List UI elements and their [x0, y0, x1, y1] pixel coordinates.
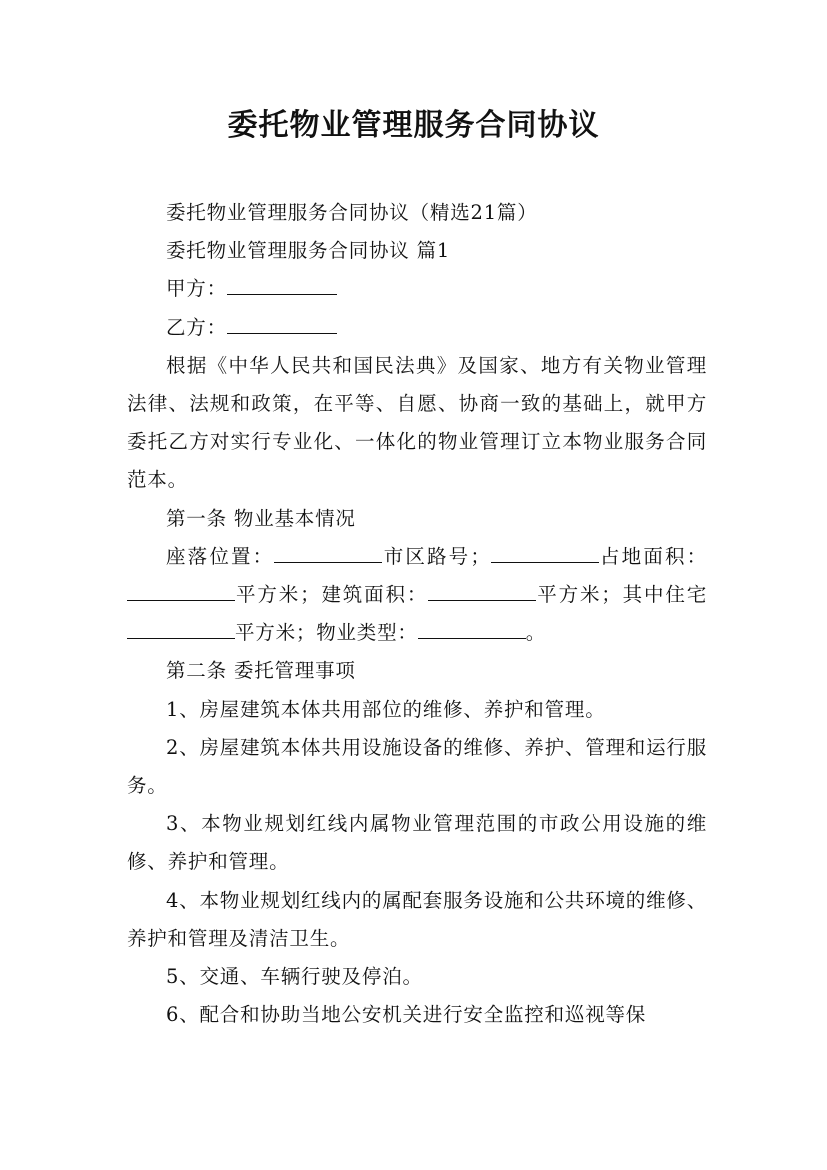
location-label: 座落位置： [166, 544, 275, 568]
subtitle: 委托物业管理服务合同协议（精选21篇） [166, 201, 538, 224]
list-item: 1、房屋建筑本体共用部位的维修、养护和管理。 [166, 697, 606, 721]
list-item: 5、交通、车辆行驶及停泊。 [166, 965, 423, 989]
section-heading: 委托物业管理服务合同协议 篇1 [166, 239, 451, 263]
land-area-label: 占地面积： [598, 544, 707, 568]
party-a-line [127, 270, 707, 308]
article1-details [127, 538, 707, 653]
list-item: 4、本物业规划红线内的属配套服务设施和公共环境的维修、养护和管理及清洁卫生。 [127, 888, 708, 950]
building-area-blank [428, 580, 536, 601]
party-b-label: 乙方： [166, 315, 227, 339]
article1-heading: 第一条 物业基本情况 [166, 506, 356, 530]
road-label: 市区路号； [382, 544, 491, 568]
list-item: 3、本物业规划红线内属物业管理范围的市政公用设施的维修、养护和管理。 [127, 812, 707, 874]
building-area-label: 平方米；建筑面积： [235, 583, 429, 607]
party-a-blank [227, 274, 337, 295]
party-b-line [127, 309, 707, 347]
intro-paragraph: 根据《中华人民共和国民法典》及国家、地方有关物业管理法律、法规和政策，在平等、自愿、协商一致的基础上，就甲方委托乙方对实行专业化、一体化的物业管理订立本物业服务合同范本。 [127, 353, 707, 492]
list-item: 6、配合和协助当地公安机关进行安全监控和巡视等保 [166, 1003, 647, 1027]
property-type-label: 平方米；物业类型： [235, 621, 418, 645]
residential-blank [127, 618, 235, 639]
document-body [127, 194, 707, 1034]
party-b-blank [227, 312, 337, 333]
document-title: 委托物业管理服务合同协议 [227, 108, 600, 143]
list-item: 2、房屋建筑本体共用设施设备的维修、养护、管理和运行服务。 [127, 735, 708, 798]
residential-label: 平方米；其中住宅 [536, 583, 707, 607]
land-area-blank [127, 580, 235, 601]
article1-end: 。 [525, 621, 547, 645]
road-blank [491, 541, 599, 562]
location-blank [274, 541, 382, 562]
property-type-blank [418, 618, 526, 639]
party-a-label: 甲方： [166, 277, 227, 301]
article2-heading: 第二条 委托管理事项 [166, 659, 356, 683]
